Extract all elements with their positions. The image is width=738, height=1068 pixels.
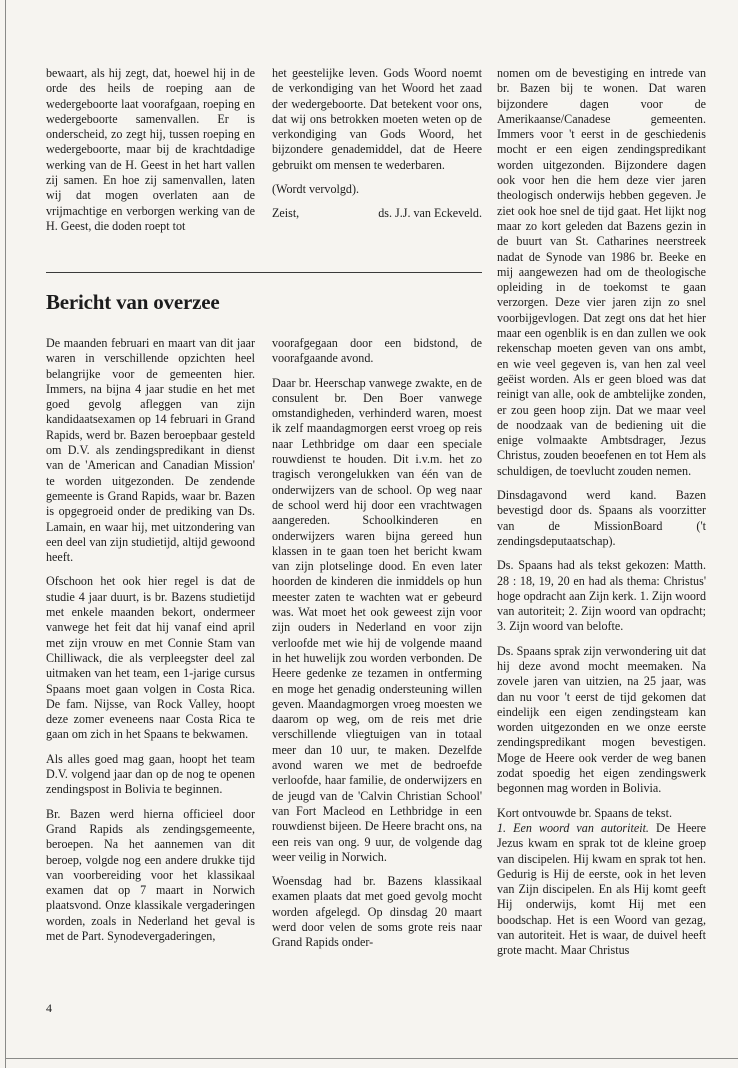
paragraph: Als alles goed mag gaan, hoopt het team D.V. volgend jaar dan op de nog te openen zendingspost in Bolivia te beginnen. [46,751,255,797]
paragraph: voorafgegaan door een bidstond, de voorafgaande avond. [272,336,482,366]
paragraph: Ofschoon het ook hier regel is dat de studie 4 jaar duurt, is br. Bazens studietijd met enkele maanden bekort, ondermeer vanwege het feit dat hij vanaf eind april met zijn vrouw en met Connie Stam van Chilliwack, die als verpleegster deel zal uitmaken van het team, een 1-jarige cursus Spaans moet gaan volgen in Costa Rica. De fam. Nijsse, van Rock Valley, hoopt deze zomer eveneens naar Costa Rica te gaan om zich in het Spaans te bekwamen. [46,574,255,742]
paragraph: Dinsdagavond werd kand. Bazen bevestigd door ds. Spaans als voorzitter van de MissionBoard ('t zendingsdeputaatschap). [497,488,706,548]
previous-article-column-2 [272,66,482,222]
article-column-2 [272,336,482,951]
paragraph: het geestelijke leven. Gods Woord noemt de verkondiging van het Woord het zaad der wedergeboorte. Dat betekent voor ons, dat wij ons betrokken moeten weten op de verkondiging van Gods Woord, het bijzondere genademiddel, dat de Heere gebruikt om mensen te wederbaren. [272,66,482,172]
paragraph: Br. Bazen werd hierna officieel door Grand Rapids als zendingsgemeente, beroepen. Na het aannemen van dit beroep, volgde nog een andere drukke tijd van voorbereiding voor het klassikaal examen dat op 7 maart in Norwich plaatsvond. Onze klassikale vergaderingen worden, zoals in Nederland het geval is met de Part. Synodevergaderingen, [46,806,255,943]
to-be-continued: (Wordt vervolgd). [272,182,360,197]
article-heading: Bericht van overzee [46,290,220,314]
paragraph: Ds. Spaans had als tekst gekozen: Matth. 28 : 18, 19, 20 en had als thema: Christus' hoge opdracht aan Zijn kerk. 1. Zijn woord van autoriteit; 2. Zijn woord van opdracht; 3. Zijn woord van belofte. [497,558,706,634]
paragraph: De maanden februari en maart van dit jaar waren in verschillende opzichten heel belangrijke voor de gemeenten hier. Immers, na bijna 4 jaar studie en het met goed gevolg afleggen van zijn kandidaatsexamen op 14 februari in Grand Rapids, werd br. Bazen beroepbaar gesteld om D.V. als zendingspredikant in dienst van de 'American and Canadian Mission' te worden uitgezonden. De zendende gemeente is Grand Rapids, waar br. Bazen is opgegroeid onder de prediking van Ds. Lamain, en waar hij, met uitzondering van een deel van zijn studietijd, altijd gewoond heeft. [46,336,255,565]
paragraph: Ds. Spaans sprak zijn verwondering uit dat hij deze avond mocht meemaken. Na zovele jaren van uitzien, na 25 jaar, was dan nu voor 't eerst de tijd gekomen dat eindelijk een eigen zendingsteam kan worden uitgezonden en we onze eerste zendingspredikant mogen bevestigen. Moge de Heere ook verder de weg banen zodat spoedig het eigen zendingswerk begonnen mag worden in Bolivia. [497,643,706,796]
scan-edge-bottom [5,1058,738,1059]
page-number: 4 [46,1001,52,1015]
paragraph-text: Kort ontvouwde br. Spaans de tekst. [497,805,672,820]
paragraph: Daar br. Heerschap vanwege zwakte, en de consulent br. Den Boer vanwege omstandigheden, verhinderd waren, moest ik zelf maandagmorgen eerst vroeg op reis naar Lethbridge om daar een speciale rouwdienst te houden. Dit i.v.m. het zo tragisch verongelukken van één van de onderwijzers van de school. Op weg naar de school werd hij door een vrachtwagen aangereden. Schoolkinderen en onderwijzers waren bijna gereed hun klassen in te gaan toen het bericht kwam van zijn plotselinge dood. En even later hoorden de kinderen die inmiddels op hun meester zaten te wachten wat er gebeurd was. Wat moet het ook geweest zijn voor zijn ouders in Nederland en voor zijn verloofde met wie hij de volgende maand in het huwelijk zou worden verbonden. De Heere gedenke ze tezamen in ontferming en moge het genadig ondersteuning willen geven. Maandagmorgen vroeg moesten we daarom op weg, om de reis met drie verschillende vliegtuigen van in totaal meer dan 10 uur, te maken. Dezelfde avond waren we met de bedroefde verloofde, haar familie, de onderwijzers en de jeugd van de 'Calvin Christian School' van Fort Macleod en Lethbridge in een rouwdienst bijeen. De Heere bracht ons, na een reis van ong. 9 uur, de volgende dag weer veilig in Norwich. [272,375,482,864]
scan-edge-left [5,0,6,1068]
paragraph: nomen om de bevestiging en intrede van br. Bazen bij te wonen. Dat waren bijzondere dagen voor de Amerikaanse/Canadese gemeenten. Immers voor 't eerst in de geschiedenis mocht er een eigen zendingspredikant worden uitgezonden. Bijzondere dagen ook voor hen die hem deze vier jaren theologisch onderwijs hebben gegeven. Je ziet ook hoe snel de tijd gaat. Het lijkt nog maar zo kort geleden dat Bazens gezin in de buurt van St. Catharines neerstreek nadat de Synode van 1986 br. Beeke en mij aangewezen had om de theologische opleiding in de toekomst te gaan verzorgen. Deze vier jaren zijn zo snel voorbijgevlogen. Dat zegt ons dat het hier maar een ogenblik is en dan zullen we ook rekenschap moeten geven van ons ambt, en wie veel gegeven is, van hen zal veel geëist worden. Als er geen bloed was dat reinigt van alle, ook de ambtelijke zonden, er zou geen hoop zijn. Dat we maar veel de noodzaak van de bediening uit die enige volmaakte Ambtsdrager, Jezus Christus, zouden beoefenen en tot Hem als schuldigen, de toevlucht zouden nemen. [497,66,706,478]
paragraph-text: De Heere Jezus kwam en sprak tot de kleine groep van discipelen. Hij kwam en sprak tot hen. Gedurig is Hij de eerste, ook in het leven van Zijn discipelen. En als Hij komt geeft Hij onderwijs, komt Hij met een boodschap. Het is een Woord van gezag, van autoriteit. Het is waar, de duivel heeft grote macht. Maar Christus [497,820,706,958]
previous-article-column-1 [46,66,255,234]
paragraph: bewaart, als hij zegt, dat, hoewel hij in de orde des heils de roeping aan de wedergeboorte laat voorafgaan, roeping en wedergeboorte samenvallen. Er is onderscheid, zo zegt hij, tussen roeping en wedergeboorte, maar bij de krachtdadige werking van de H. Geest in het hart vallen zij samen. En hoe zij samenvallen, laten wij dat mogen overlaten aan de vrijmachtige en verborgen werking van de H. Geest, die doden roept tot [46,66,255,233]
point-label: 1. Een woord van autoriteit. [497,820,649,835]
signature-author: ds. J.J. van Eckeveld. [378,206,482,221]
paragraph [497,806,706,959]
signature [272,206,482,221]
article-column-3 [497,66,706,959]
paragraph: Woensdag had br. Bazens klassikaal examen plaats dat met goed gevolg mocht worden afgelegd. Op dinsdag 20 maart werd door velen de soms grote reis naar Grand Rapids onder- [272,874,482,950]
article-divider [46,272,482,273]
signature-place: Zeist, [272,206,300,221]
article-column-1 [46,336,255,944]
